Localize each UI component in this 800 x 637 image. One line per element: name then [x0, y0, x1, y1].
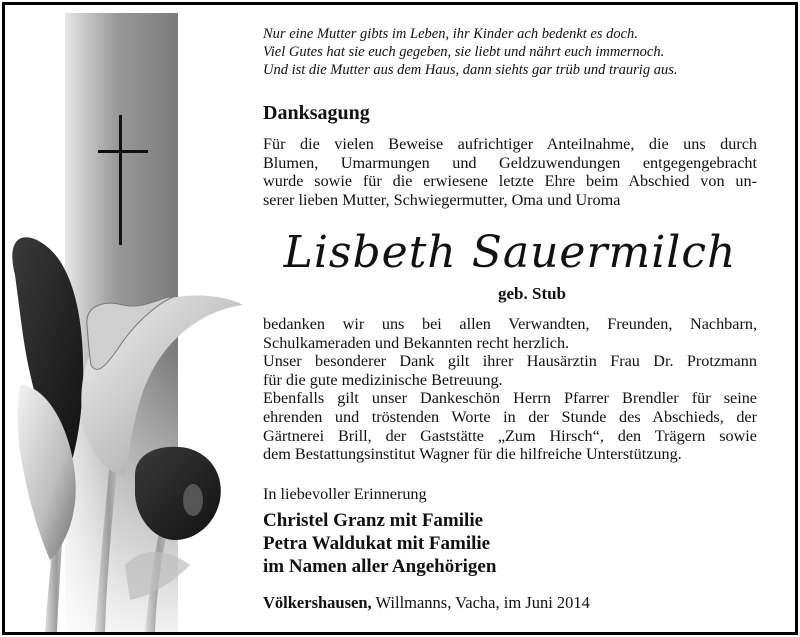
poem-line: Nur eine Mutter gibts im Leben, ihr Kinder ach bedenkt es doch.	[263, 26, 638, 42]
signer: im Namen aller Angehörigen	[263, 556, 497, 577]
calla-lily-illustration	[5, 5, 255, 632]
place-date	[263, 593, 590, 613]
text-line: wurde sowie für die erwiesene letzte Ehre beim Abschied von un-	[263, 172, 757, 191]
poem-line: Und ist die Mutter aus dem Haus, dann siehts gar trüb und traurig aus.	[263, 62, 678, 78]
text-line: für die gute medizinische Betreuung.	[263, 370, 503, 389]
text-line: ehrenden und tröstenden Worte in der Stunde des Abschieds, der	[263, 407, 757, 426]
text-line: bedanken wir uns bei allen Verwandten, Freunden, Nachbarn,	[263, 315, 757, 333]
text-line: Gärtnerei Brill, der Gaststätte „Zum Hirsch“, den Trägern sowie	[263, 426, 757, 445]
deceased-name: Lisbeth Sauermilch	[283, 227, 737, 278]
place-name: Völkershausen,	[263, 593, 372, 612]
heading: Danksagung	[263, 102, 370, 124]
memory-line: In liebevoller Erinnerung	[263, 485, 427, 503]
text-line: dem Bestattungsinstitut Wagner für die hilfreiche Unterstützung.	[263, 445, 682, 464]
text-line: serer lieben Mutter, Schwiegermutter, Oma und Uroma	[263, 190, 621, 209]
signer: Petra Waldukat mit Familie	[263, 533, 491, 554]
text-line: Blumen, Umarmungen und Geldzuwendungen entgegengebracht	[263, 153, 757, 172]
signer: Christel Granz mit Familie	[263, 510, 484, 531]
thanks-paragraph	[263, 315, 757, 464]
intro-paragraph	[263, 135, 757, 209]
text-line: Ebenfalls gilt unser Dankeschön Herrn Pfarrer Brendler für seine	[263, 389, 757, 408]
obituary-notice	[2, 2, 798, 635]
text-line: Schulkameraden und Bekannten recht herzlich.	[263, 333, 570, 352]
signers	[263, 509, 496, 578]
text-line: Unser besonderer Dank gilt ihrer Hausärztin Frau Dr. Protzmann	[263, 352, 757, 371]
poem	[263, 25, 763, 79]
place-rest: Willmanns, Vacha, im Juni 2014	[371, 593, 590, 612]
poem-line: Viel Gutes hat sie euch gegeben, sie liebt und nährt euch immernoch.	[263, 44, 665, 60]
maiden-name: geb. Stub	[497, 284, 567, 303]
text-line: Für die vielen Beweise aufrichtiger Anteilnahme, die uns durch	[263, 135, 757, 153]
